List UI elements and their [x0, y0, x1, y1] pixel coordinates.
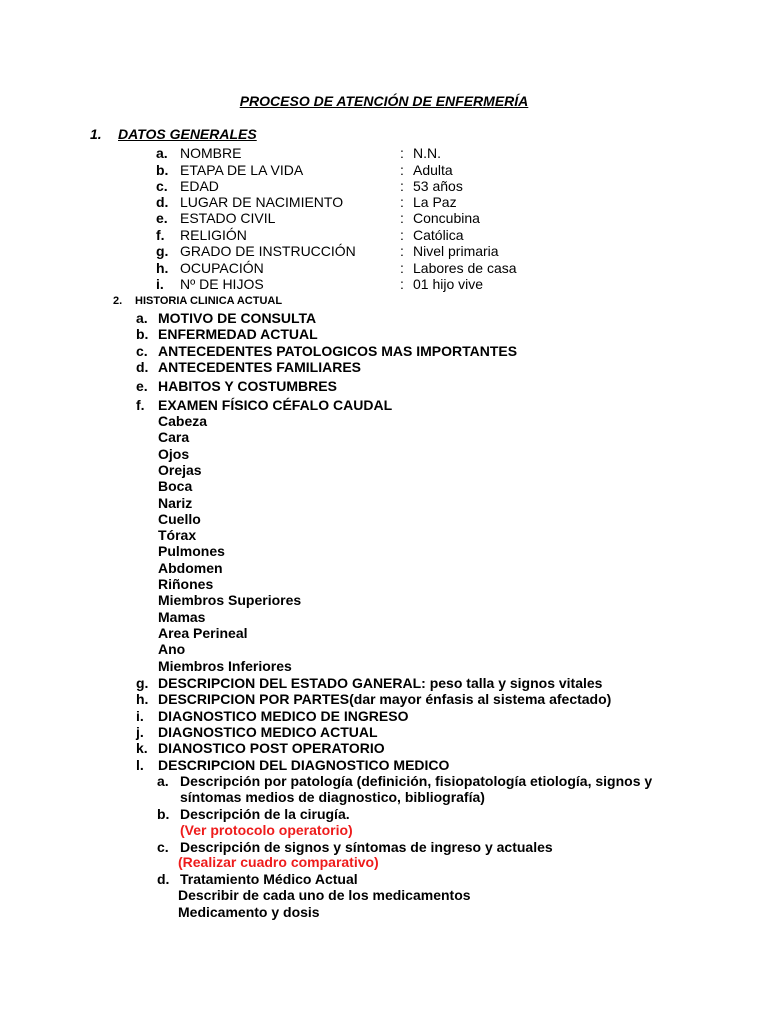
section-2-number: 2. [113, 295, 123, 307]
body-part-item: Ojos [158, 445, 190, 462]
item-letter: h. [136, 691, 149, 708]
body-part-item: Ano [158, 641, 186, 658]
row-colon: : [400, 162, 404, 178]
item-text: ENFERMEDAD ACTUAL [158, 326, 318, 342]
item-letter: f. [136, 397, 145, 413]
row-value: Concubina [413, 210, 480, 226]
row-value: Católica [413, 227, 464, 243]
row-value: La Paz [413, 194, 457, 210]
row-colon: : [400, 210, 404, 226]
row-colon: : [400, 243, 404, 259]
row-key: ETAPA DE LA VIDA [180, 162, 304, 178]
row-value: 53 años [413, 178, 463, 194]
body-part-item: Nariz [158, 494, 193, 511]
body-part-item: Riñones [158, 576, 214, 592]
row-letter: i. [156, 276, 164, 292]
row-letter: b. [156, 162, 169, 178]
body-part-item: Pulmones [158, 543, 225, 560]
row-value: Adulta [413, 162, 453, 178]
row-key: ESTADO CIVIL [180, 210, 276, 226]
item-text: DESCRIPCION POR PARTES(dar mayor énfasis al sistema afectado) [158, 691, 612, 708]
item-letter: d. [136, 359, 149, 375]
item-letter: j. [136, 723, 144, 740]
row-colon: : [400, 178, 404, 194]
sub-item-a-letter: a. [157, 773, 169, 789]
body-part-item: Miembros Superiores [158, 592, 302, 609]
row-key: Nº DE HIJOS [180, 276, 264, 292]
item-text: DESCRIPCION DEL DIAGNOSTICO MEDICO [158, 756, 450, 773]
row-value: Nivel primaria [413, 243, 499, 259]
sub-item-b-letter: b. [157, 806, 170, 822]
document-title: PROCESO DE ATENCIÓN DE ENFERMERÍA [239, 93, 529, 109]
item-letter: i. [136, 707, 144, 724]
sub-item-c-note: (Realizar cuadro comparativo) [178, 854, 379, 870]
row-key: NOMBRE [180, 145, 242, 161]
body-part-item: Orejas [158, 461, 202, 478]
sub-item-b-text: Descripción de la cirugía. [180, 806, 350, 822]
item-text: DIAGNOSTICO MEDICO ACTUAL [158, 723, 378, 740]
item-letter: k. [136, 740, 148, 757]
row-letter: f. [156, 227, 165, 243]
row-key: OCUPACIÓN [180, 260, 264, 276]
item-text: DESCRIPCION DEL ESTADO GANERAL: peso talla y signos vitales [158, 675, 603, 691]
row-colon: : [400, 260, 404, 276]
section-2-heading: HISTORIA CLINICA ACTUAL [135, 295, 283, 307]
item-text: ANTECEDENTES PATOLOGICOS MAS IMPORTANTES [158, 343, 518, 359]
section-1-label: DATOS GENERALES [118, 126, 257, 142]
row-colon: : [400, 227, 404, 243]
row-letter: c. [156, 178, 168, 194]
body-part-item: Abdomen [158, 559, 223, 576]
body-part-item: Cuello [158, 510, 201, 527]
row-key: LUGAR DE NACIMIENTO [180, 194, 344, 210]
item-letter: a. [136, 310, 148, 326]
row-value: Labores de casa [413, 260, 517, 276]
item-text: DIAGNOSTICO MEDICO DE INGRESO [158, 707, 409, 724]
section-1-number: 1. [90, 126, 102, 142]
item-letter: g. [136, 675, 149, 691]
row-colon: : [400, 194, 404, 210]
item-letter: l. [136, 756, 144, 773]
row-letter: h. [156, 260, 169, 276]
row-letter: a. [156, 145, 168, 161]
item-letter: c. [136, 343, 148, 359]
item-letter: e. [136, 378, 148, 394]
body-part-item: Miembros Inferiores [158, 657, 292, 674]
row-letter: d. [156, 194, 169, 210]
body-part-item: Mamas [158, 608, 206, 625]
body-part-item: Cara [158, 429, 190, 446]
row-letter: e. [156, 210, 168, 226]
row-key: RELIGIÓN [180, 227, 247, 243]
sub-item-d-text: Tratamiento Médico Actual [180, 871, 358, 887]
item-text: DIANOSTICO POST OPERATORIO [158, 740, 385, 757]
row-colon: : [400, 276, 404, 292]
row-key: EDAD [180, 178, 219, 194]
item-text: ANTECEDENTES FAMILIARES [158, 359, 362, 375]
sub-item-a-text-cont: síntomas medios de diagnostico, bibliografía) [180, 789, 485, 805]
body-part-item: Area Perineal [158, 624, 248, 641]
sub-item-d-letter: d. [157, 871, 170, 887]
row-value: 01 hijo vive [413, 276, 484, 292]
item-text: MOTIVO DE CONSULTA [158, 310, 317, 326]
sub-item-c-text: Descripción de signos y síntomas de ingreso y actuales [180, 839, 553, 855]
sub-item-b-note: (Ver protocolo operatorio) [180, 822, 353, 838]
sub-item-c-letter: c. [157, 839, 169, 855]
body-part-item: Boca [158, 478, 193, 495]
sub-item-d-text-3: Medicamento y dosis [178, 904, 320, 920]
section-1-heading [118, 126, 257, 142]
row-value: N.N. [413, 145, 441, 161]
sub-item-a-text: Descripción por patología (definición, fisiopatología etiología, signos y [180, 773, 653, 789]
item-letter: b. [136, 326, 149, 342]
item-text: EXAMEN FÍSICO CÉFALO CAUDAL [158, 397, 393, 413]
row-key: GRADO DE INSTRUCCIÓN [180, 243, 356, 259]
body-part-item: Tórax [158, 527, 197, 544]
sub-item-d-text-2: Describir de cada uno de los medicamentos [178, 887, 471, 903]
row-colon: : [400, 145, 404, 161]
item-text: HABITOS Y COSTUMBRES [158, 378, 337, 394]
row-letter: g. [156, 243, 169, 259]
body-part-item: Cabeza [158, 413, 208, 429]
